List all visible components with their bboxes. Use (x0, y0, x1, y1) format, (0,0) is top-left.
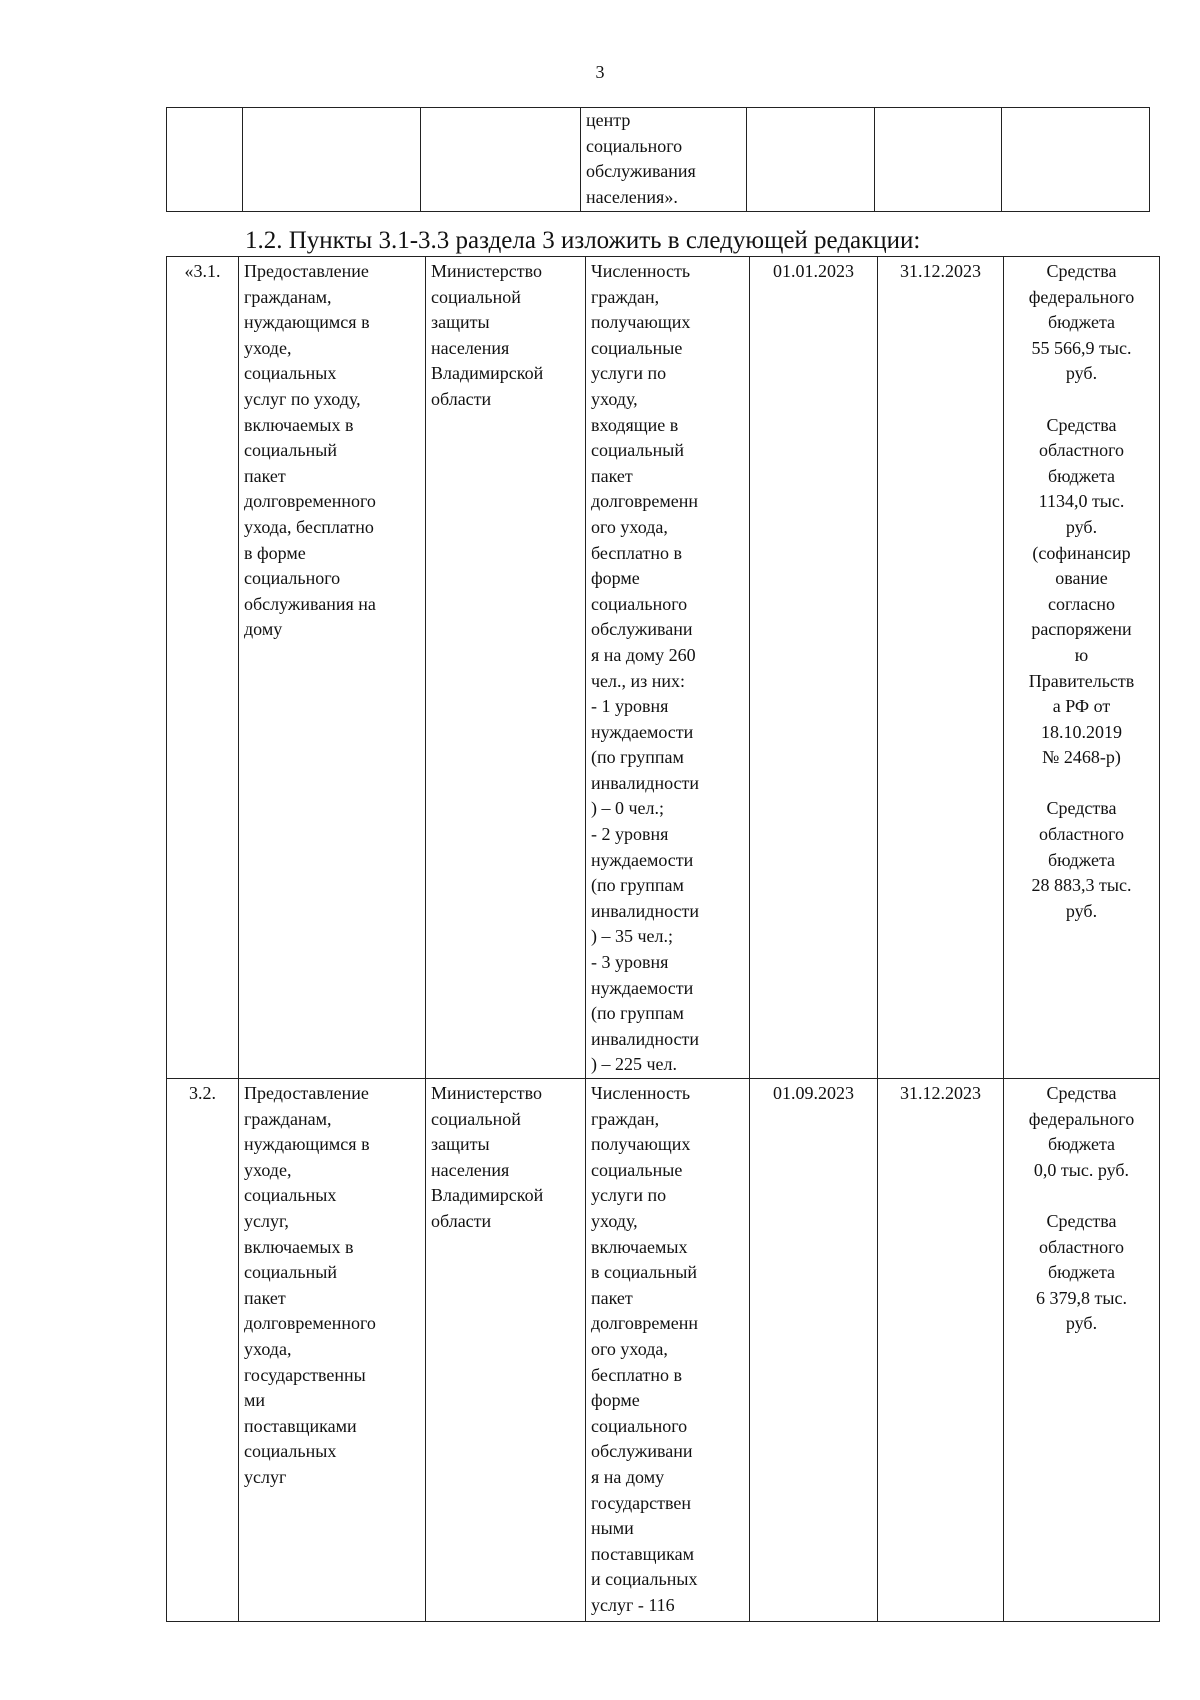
indicator: Численность граждан, получающих социальные услуги по уходу, входящие в социальный пакет долговременн ого ухода, бесплатно в форме социального обслуживани я на дому 260 чел., из них: - 1 уровня нуждаемости (по группам инвалидности ) – 0 чел.; - 2 уровня нуждаемости (по группам инвалидности ) – 35 чел.; - 3 уровня нуждаемости (по группам инвалидности ) – 225 чел. (586, 257, 750, 1079)
row-number: 3.2. (167, 1079, 239, 1622)
cell-indicator: центр социального обслуживания населения». (581, 108, 747, 212)
cell-executor (421, 108, 581, 212)
cell-end (875, 108, 1002, 212)
activity-name: Предоставление гражданам, нуждающимся в уходе, социальных услуг, включаемых в социальный пакет долговременного ухода, государственны ми поставщиками социальных услуг (239, 1079, 426, 1622)
row-number: «3.1. (167, 257, 239, 1079)
start-date: 01.09.2023 (750, 1079, 878, 1622)
start-date: 01.01.2023 (750, 257, 878, 1079)
activities-table (166, 256, 1160, 1622)
table-row (167, 257, 1160, 1079)
table-row (167, 108, 1150, 212)
end-date: 31.12.2023 (878, 1079, 1004, 1622)
table-row (167, 1079, 1160, 1622)
cell-name (243, 108, 421, 212)
executor: Министерство социальной защиты населения Владимирской области (426, 1079, 586, 1622)
continuation-table (166, 107, 1150, 212)
funding: Средства федерального бюджета 0,0 тыс. руб. Средства областного бюджета 6 379,8 тыс. руб. (1004, 1079, 1160, 1622)
page-number: 3 (595, 62, 605, 82)
cell-start (747, 108, 875, 212)
indicator: Численность граждан, получающих социальные услуги по уходу, включаемых в социальный пакет долговременн ого ухода, бесплатно в форме социального обслуживани я на дому государствен ными поставщикам и социальных услуг - 116 (586, 1079, 750, 1622)
activity-name: Предоставление гражданам, нуждающимся в уходе, социальных услуг по уходу, включаемых в социальный пакет долговременного ухода, бесплатно в форме социального обслуживания на дому (239, 257, 426, 1079)
funding: Средства федерального бюджета 55 566,9 тыс. руб. Средства областного бюджета 1134,0 тыс. руб. (софинансир ование согласно распоряжени ю Правительств а РФ от 18.10.2019 № 2468-р) Средства областного бюджета 28 883,3 тыс. руб. (1004, 257, 1160, 1079)
section-heading: 1.2. Пункты 3.1-3.3 раздела 3 изложить в следующей редакции: (245, 227, 921, 254)
cell-funding (1002, 108, 1150, 212)
executor: Министерство социальной защиты населения Владимирской области (426, 257, 586, 1079)
end-date: 31.12.2023 (878, 257, 1004, 1079)
cell-num (167, 108, 243, 212)
